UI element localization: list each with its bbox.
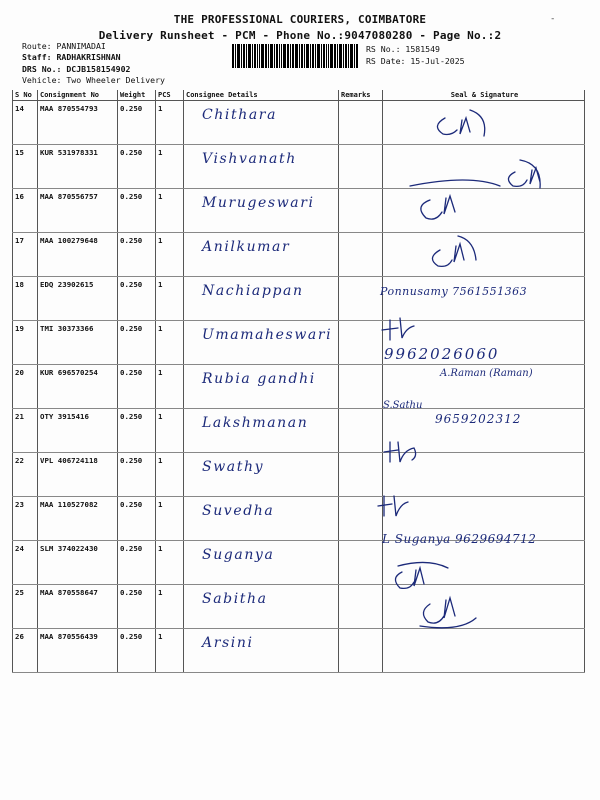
consignee-handwritten-name: Vishvanath <box>202 151 297 167</box>
pcs-cell: 1 <box>156 497 184 541</box>
col-weight: Weight <box>118 90 156 101</box>
consignee-handwritten-name: Suvedha <box>202 503 275 519</box>
weight-cell: 0.250 <box>118 629 156 673</box>
sno-cell: 17 <box>13 233 38 277</box>
consignee-handwritten-name: Arsini <box>202 635 254 651</box>
consignment-cell: KUR 531978331 <box>38 145 118 189</box>
consignee-handwritten-name: Rubia gandhi <box>202 371 316 387</box>
pcs-cell: 1 <box>156 145 184 189</box>
pcs-cell: 1 <box>156 453 184 497</box>
weight-cell: 0.250 <box>118 145 156 189</box>
pcs-cell: 1 <box>156 321 184 365</box>
company-title: THE PROFESSIONAL COURIERS, COIMBATORE <box>173 13 427 26</box>
signature-phone-21: 9659202312 <box>435 412 522 426</box>
route-label: Route: PANNIMADAI <box>22 41 106 51</box>
consignee-handwritten-name: Umamaheswari <box>202 327 333 343</box>
consignment-cell: OTY 3915416 <box>38 409 118 453</box>
corner-mark: - <box>550 14 556 24</box>
consignment-cell: SLM 374022430 <box>38 541 118 585</box>
rs-number: RS No.: 1581549 <box>366 44 440 54</box>
signature-mark-17 <box>432 236 476 266</box>
weight-cell: 0.250 <box>118 189 156 233</box>
consignment-cell: TMI 30373366 <box>38 321 118 365</box>
sno-cell: 25 <box>13 585 38 629</box>
weight-cell: 0.250 <box>118 233 156 277</box>
pcs-cell: 1 <box>156 189 184 233</box>
col-pcs: PCS <box>156 90 184 101</box>
consignee-handwritten-name: Lakshmanan <box>202 415 309 431</box>
signature-mark-26 <box>420 598 476 628</box>
signature-mark-25 <box>395 562 448 588</box>
consignment-cell: MAA 870556439 <box>38 629 118 673</box>
pcs-cell: 1 <box>156 585 184 629</box>
pcs-cell: 1 <box>156 541 184 585</box>
weight-cell: 0.250 <box>118 585 156 629</box>
pcs-cell: 1 <box>156 365 184 409</box>
sno-cell: 20 <box>13 365 38 409</box>
signature-mark-22 <box>384 442 416 462</box>
signature-mark-16 <box>410 180 500 219</box>
pcs-cell: 1 <box>156 409 184 453</box>
weight-cell: 0.250 <box>118 101 156 145</box>
consignee-handwritten-name: Swathy <box>202 459 265 475</box>
signature-mark-23 <box>378 496 408 516</box>
sno-cell: 14 <box>13 101 38 145</box>
drs-label: DRS No.: DCJB158154902 <box>22 64 131 74</box>
sno-cell: 18 <box>13 277 38 321</box>
consignee-handwritten-name: Chithara <box>202 107 278 123</box>
col-signature: Seal & Signature <box>383 90 585 101</box>
consignment-cell: KUR 696570254 <box>38 365 118 409</box>
consignment-cell: VPL 406724118 <box>38 453 118 497</box>
signature-mark-15 <box>508 160 540 188</box>
consignment-cell: MAA 870556757 <box>38 189 118 233</box>
weight-cell: 0.250 <box>118 497 156 541</box>
consignee-handwritten-name: Suganya <box>202 547 275 563</box>
pcs-cell: 1 <box>156 629 184 673</box>
signature-name-21: S.Sathu <box>383 400 423 411</box>
consignment-cell: MAA 110527082 <box>38 497 118 541</box>
sno-cell: 23 <box>13 497 38 541</box>
sno-cell: 22 <box>13 453 38 497</box>
consignee-handwritten-name: Sabitha <box>202 591 268 607</box>
col-sno: S No <box>13 90 38 101</box>
rs-date: RS Date: 15-Jul-2025 <box>366 56 465 66</box>
col-consignment: Consignment No <box>38 90 118 101</box>
consignment-cell: MAA 870558647 <box>38 585 118 629</box>
pcs-cell: 1 <box>156 277 184 321</box>
consignment-cell: MAA 870554793 <box>38 101 118 145</box>
staff-label: Staff: RADHAKRISHNAN <box>22 52 121 62</box>
sno-cell: 19 <box>13 321 38 365</box>
sno-cell: 16 <box>13 189 38 233</box>
vehicle-label: Vehicle: Two Wheeler Delivery <box>22 75 165 85</box>
pcs-cell: 1 <box>156 233 184 277</box>
sno-cell: 21 <box>13 409 38 453</box>
signature-mark-19 <box>382 318 414 340</box>
consignee-handwritten-name: Murugeswari <box>202 195 315 211</box>
consignee-handwritten-name: Nachiappan <box>202 283 304 299</box>
weight-cell: 0.250 <box>118 365 156 409</box>
signature-text-24: L Suganya 9629694712 <box>382 532 537 546</box>
sno-cell: 26 <box>13 629 38 673</box>
weight-cell: 0.250 <box>118 453 156 497</box>
consignee-handwritten-name: Anilkumar <box>202 239 291 255</box>
signature-text-18: Ponnusamy 7561551363 <box>380 285 528 298</box>
weight-cell: 0.250 <box>118 321 156 365</box>
signature-mark-14 <box>437 110 484 136</box>
pcs-cell: 1 <box>156 101 184 145</box>
signature-phone-20: 9962026060 <box>384 345 500 363</box>
sno-cell: 15 <box>13 145 38 189</box>
consignment-cell: EDQ 23902615 <box>38 277 118 321</box>
sno-cell: 24 <box>13 541 38 585</box>
weight-cell: 0.250 <box>118 541 156 585</box>
weight-cell: 0.250 <box>118 277 156 321</box>
col-remarks: Remarks <box>339 90 383 101</box>
col-consignee: Consignee Details <box>184 90 339 101</box>
runsheet-title: Delivery Runsheet - PCM - Phone No.:9047080280 - Page No.:2 <box>98 29 502 42</box>
signature-name-20: A.Raman (Raman) <box>440 368 533 379</box>
consignment-cell: MAA 100279648 <box>38 233 118 277</box>
weight-cell: 0.250 <box>118 409 156 453</box>
